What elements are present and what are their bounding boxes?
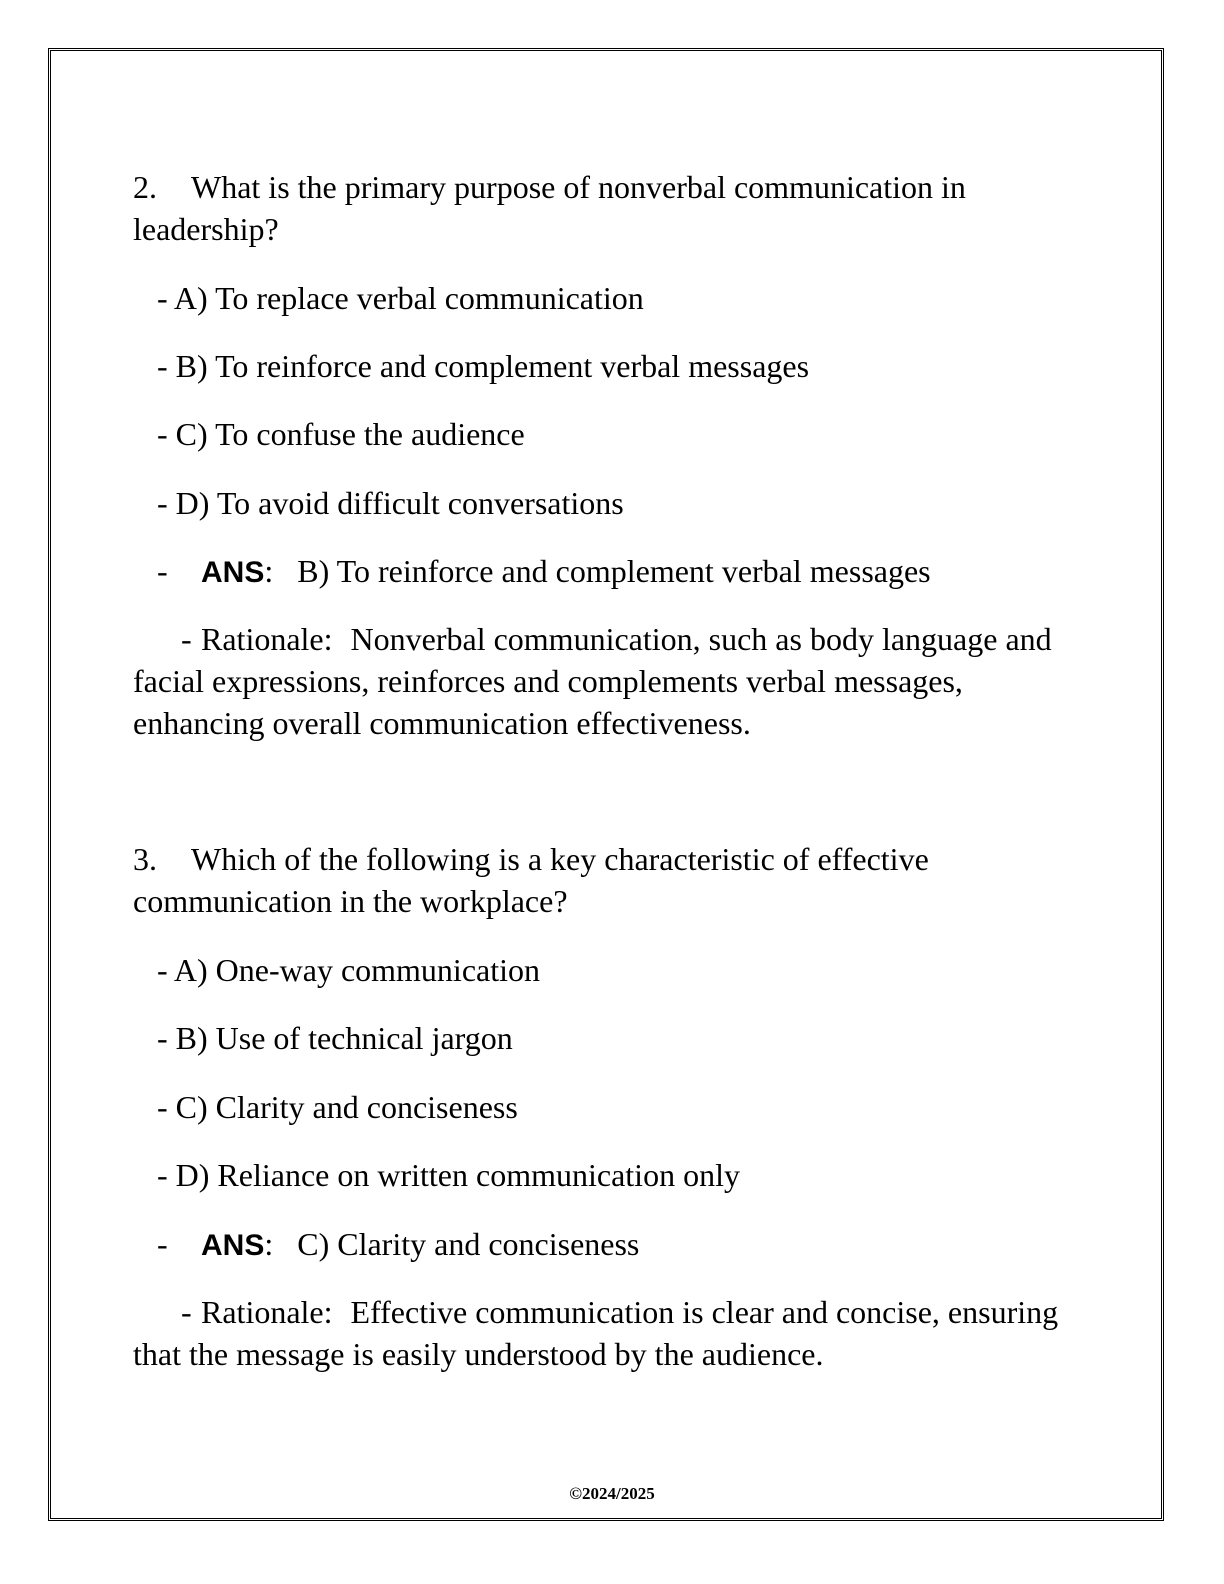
question-3-rationale bbox=[133, 1291, 1093, 1375]
question-2-rationale-text: Nonverbal communication, such as body language and facial expressions, reinforces and complements verbal messages, enhancing overall communication effectiveness. bbox=[133, 621, 1052, 741]
question-2-number: 2. bbox=[133, 169, 157, 205]
question-3-text bbox=[133, 838, 1093, 922]
question-2-rationale bbox=[133, 618, 1093, 744]
question-3-answer-dash: - bbox=[157, 1226, 168, 1262]
question-2-answer-label: ANS bbox=[201, 556, 265, 589]
question-2-rationale-dash: - bbox=[181, 621, 192, 657]
question-2-answer-text: B) To reinforce and complement verbal messages bbox=[297, 553, 931, 589]
question-2-rationale-label: Rationale: bbox=[201, 621, 333, 657]
question-3-answer-colon: : bbox=[264, 1226, 274, 1262]
question-3-option-b: - B) Use of technical jargon bbox=[157, 1020, 513, 1056]
question-3-answer-label: ANS bbox=[201, 1229, 265, 1262]
question-3-rationale-label: Rationale: bbox=[201, 1294, 333, 1330]
question-2-stem: What is the primary purpose of nonverbal communication in leadership? bbox=[133, 169, 966, 247]
question-3-option-c: - C) Clarity and conciseness bbox=[157, 1089, 518, 1125]
copyright-footer: ©2024/2025 bbox=[569, 1484, 655, 1503]
question-3-rationale-text: Effective communication is clear and concise, ensuring that the message is easily understood by the audience. bbox=[133, 1294, 1059, 1372]
question-3-number: 3. bbox=[133, 841, 157, 877]
question-2-answer-colon: : bbox=[264, 553, 274, 589]
question-2-text bbox=[133, 166, 1093, 250]
question-3-stem: Which of the following is a key characteristic of effective communication in the workplace? bbox=[133, 841, 929, 919]
question-3-answer-text: C) Clarity and conciseness bbox=[297, 1226, 640, 1262]
question-2-option-c: - C) To confuse the audience bbox=[157, 416, 525, 452]
question-2-option-a: - A) To replace verbal communication bbox=[157, 280, 644, 316]
question-2-option-d: - D) To avoid difficult conversations bbox=[157, 485, 624, 521]
question-3-option-a: - A) One-way communication bbox=[157, 952, 540, 988]
question-3-answer bbox=[157, 1223, 639, 1267]
question-3-option-d: - D) Reliance on written communication only bbox=[157, 1157, 740, 1193]
question-2-answer bbox=[157, 550, 931, 594]
question-2-answer-dash: - bbox=[157, 553, 168, 589]
question-2-option-b: - B) To reinforce and complement verbal messages bbox=[157, 348, 810, 384]
question-3-rationale-dash: - bbox=[181, 1294, 192, 1330]
